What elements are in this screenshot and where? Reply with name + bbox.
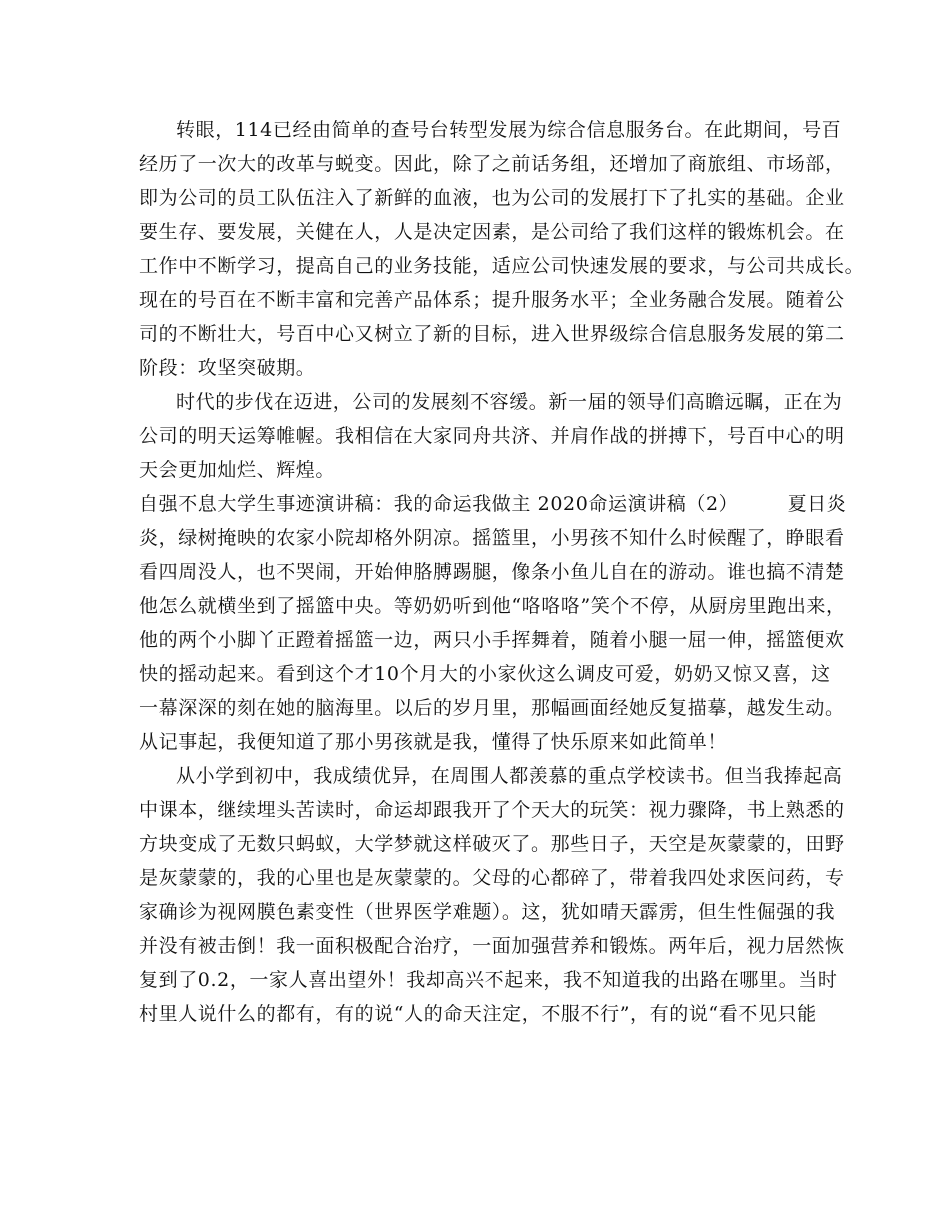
text-line: 村里人说什么的都有，有的说“人的命天注定，不服不行”，有的说“看不见只能 bbox=[139, 1003, 817, 1025]
text-line: 复到了0.2，一家人喜出望外！我却高兴不起来，我不知道我的出路在哪里。当时 bbox=[139, 969, 838, 991]
text-line: 是灰蒙蒙的，我的心里也是灰蒙蒙的。父母的心都碎了，带着我四处求医问药，专 bbox=[139, 867, 845, 889]
text-line: 并没有被击倒！我一面积极配合治疗，一面加强营养和锻炼。两年后，视力居然恢 bbox=[139, 935, 845, 957]
text-line: 现在的号百在不断丰富和完善产品体系；提升服务水平；全业务融合发展。随着公 bbox=[139, 289, 845, 311]
text-line: 他的两个小脚丫正蹬着摇篮一边，两只小手挥舞着，随着小腿一屈一伸，摇篮便欢 bbox=[139, 629, 845, 651]
text-line: 中课本，继续埋头苦读时，命运却跟我开了个天大的玩笑：视力骤降，书上熟悉的 bbox=[139, 799, 845, 821]
text-line: 司的不断壮大，号百中心又树立了新的目标，进入世界级综合信息服务发展的第二 bbox=[139, 323, 845, 345]
text-line: 公司的明天运筹帷幄。我相信在大家同舟共济、并肩作战的拼搏下，号百中心的明 bbox=[139, 425, 845, 447]
text-line: 自强不息大学生事迹演讲稿：我的命运我做主 2020命运演讲稿（2） 夏日炎 bbox=[139, 493, 847, 515]
text-line: 经历了一次大的改革与蜕变。因此，除了之前话务组，还增加了商旅组、市场部， bbox=[139, 153, 845, 175]
text-line: 从小学到初中，我成绩优异，在周围人都羡慕的重点学校读书。但当我捧起高 bbox=[176, 765, 843, 787]
text-line: 要生存、要发展，关健在人，人是决定因素，是公司给了我们这样的锻炼机会。在 bbox=[139, 221, 845, 243]
text-line: 从记事起，我便知道了那小男孩就是我，懂得了快乐原来如此简单！ bbox=[139, 731, 728, 753]
text-line: 家确诊为视网膜色素变性（世界医学难题）。这，犹如晴天霹雳，但生性倔强的我 bbox=[139, 901, 836, 923]
text-line: 即为公司的员工队伍注入了新鲜的血液，也为公司的发展打下了扎实的基础。企业 bbox=[139, 187, 845, 209]
text-line: 方块变成了无数只蚂蚁，大学梦就这样破灭了。那些日子，天空是灰蒙蒙的，田野 bbox=[139, 833, 845, 855]
text-line: 天会更加灿烂、辉煌。 bbox=[139, 459, 336, 481]
text-line: 转眼，114已经由简单的查号台转型发展为综合信息服务台。在此期间，号百 bbox=[176, 119, 842, 141]
text-line: 时代的步伐在迈进，公司的发展刻不容缓。新一届的领导们高瞻远瞩，正在为 bbox=[176, 391, 843, 413]
text-line: 看四周没人，也不哭闹，开始伸胳膊踢腿，像条小鱼儿自在的游动。谁也搞不清楚 bbox=[139, 561, 845, 583]
text-line: 炎，绿树掩映的农家小院却格外阴凉。摇篮里，小男孩不知什么时候醒了，睁眼看 bbox=[139, 527, 845, 549]
text-line: 他怎么就横坐到了摇篮中央。等奶奶听到他“咯咯咯”笑个不停，从厨房里跑出来， bbox=[139, 595, 846, 617]
text-line: 一幕深深的刻在她的脑海里。以后的岁月里，那幅画面经她反复描摹，越发生动。 bbox=[139, 697, 845, 719]
text-line: 快的摇动起来。看到这个才10个月大的小家伙这么调皮可爱，奶奶又惊又喜，这 bbox=[139, 663, 831, 685]
text-line: 工作中不断学习，提高自己的业务技能，适应公司快速发展的要求，与公司共成长。 bbox=[139, 255, 865, 277]
text-line: 阶段：攻坚突破期。 bbox=[139, 357, 316, 379]
